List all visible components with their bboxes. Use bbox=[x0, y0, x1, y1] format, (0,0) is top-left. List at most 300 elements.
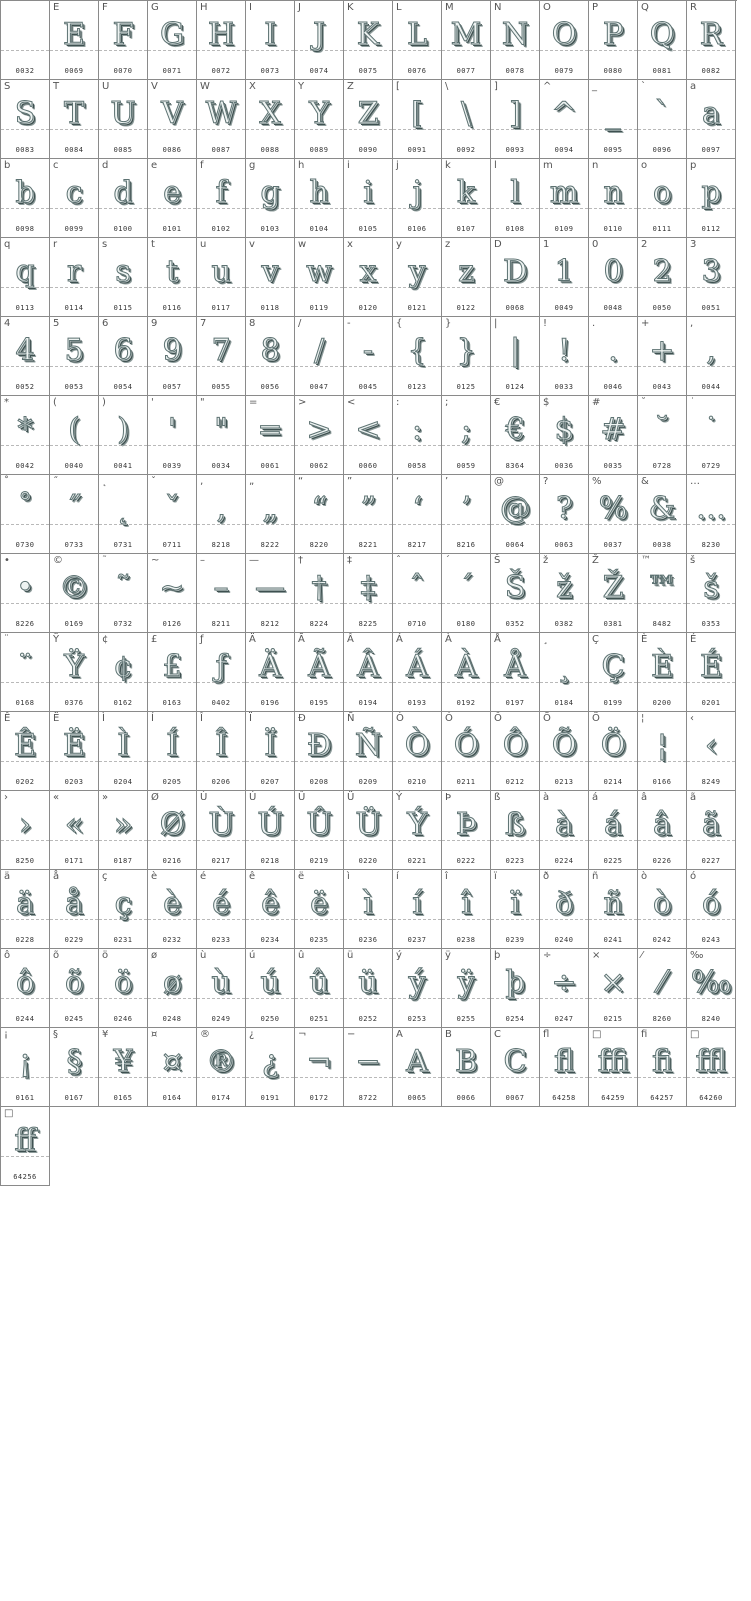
glyph-sample: Ú bbox=[257, 807, 283, 842]
glyph-cell bbox=[197, 633, 246, 712]
glyph-sample: ê bbox=[261, 886, 279, 921]
character-label: Í bbox=[151, 713, 154, 724]
character-label: □ bbox=[690, 1029, 700, 1040]
glyph-sample: í bbox=[412, 886, 422, 921]
glyph-cell bbox=[295, 554, 344, 633]
character-code: 0192 bbox=[456, 699, 476, 707]
character-code: 8250 bbox=[15, 857, 35, 865]
character-label: ¨ bbox=[4, 634, 9, 645]
glyph-cell bbox=[148, 80, 197, 159]
glyph-sample: S bbox=[14, 96, 36, 131]
character-label: ô bbox=[4, 950, 11, 961]
glyph-sample: ¢ bbox=[113, 649, 133, 684]
glyph-cell bbox=[393, 949, 442, 1028]
character-label: ! bbox=[543, 318, 548, 329]
character-code: 0248 bbox=[162, 1015, 182, 1023]
character-code: 0119 bbox=[309, 304, 329, 312]
glyph-cell bbox=[687, 1, 736, 80]
character-code: 0056 bbox=[260, 383, 280, 391]
glyph-sample: ~ bbox=[159, 570, 185, 605]
glyph-sample: î bbox=[461, 886, 471, 921]
glyph-cell bbox=[638, 870, 687, 949]
character-label: | bbox=[494, 318, 498, 329]
character-label: ñ bbox=[592, 871, 599, 882]
glyph-sample: , bbox=[706, 333, 716, 368]
character-label: ‘ bbox=[396, 476, 400, 487]
glyph-sample: W bbox=[205, 96, 237, 131]
character-code: 8211 bbox=[211, 620, 231, 628]
glyph-cell bbox=[589, 633, 638, 712]
character-label: Š bbox=[494, 555, 501, 566]
character-code: 0095 bbox=[603, 146, 623, 154]
glyph-cell bbox=[687, 238, 736, 317]
character-code: 0126 bbox=[162, 620, 182, 628]
glyph-sample: n bbox=[603, 175, 623, 210]
glyph-cell bbox=[491, 870, 540, 949]
glyph-cell bbox=[491, 949, 540, 1028]
glyph-sample: g bbox=[260, 175, 280, 210]
character-code: 0194 bbox=[358, 699, 378, 707]
glyph-cell bbox=[540, 80, 589, 159]
character-code: 0057 bbox=[162, 383, 182, 391]
character-label: ˚ bbox=[4, 476, 9, 487]
character-code: 0108 bbox=[505, 225, 525, 233]
glyph-cell bbox=[442, 633, 491, 712]
glyph-sample: A bbox=[406, 1044, 428, 1079]
character-code: 0209 bbox=[358, 778, 378, 786]
glyph-sample: ÷ bbox=[551, 965, 577, 1000]
character-code: 0121 bbox=[407, 304, 427, 312]
character-label: 5 bbox=[53, 318, 60, 329]
glyph-cell bbox=[540, 159, 589, 238]
glyph-sample: a bbox=[702, 96, 720, 131]
glyph-cell bbox=[1, 475, 50, 554]
character-code: 0083 bbox=[15, 146, 35, 154]
glyph-sample: è bbox=[163, 886, 181, 921]
glyph-sample: D bbox=[502, 254, 528, 289]
glyph-sample: J bbox=[312, 17, 326, 52]
character-code: 0070 bbox=[113, 67, 133, 75]
glyph-cell bbox=[687, 712, 736, 791]
glyph-cell bbox=[638, 949, 687, 1028]
glyph-sample: » bbox=[113, 807, 133, 842]
glyph-sample: Á bbox=[406, 649, 428, 684]
glyph-cell bbox=[197, 159, 246, 238]
glyph-cell bbox=[491, 238, 540, 317]
character-label: { bbox=[396, 318, 403, 329]
glyph-cell bbox=[344, 870, 393, 949]
glyph-sample: å bbox=[65, 886, 83, 921]
character-code: 0106 bbox=[407, 225, 427, 233]
character-label: ˙ bbox=[690, 397, 695, 408]
character-label: 8 bbox=[249, 318, 256, 329]
glyph-sample: ¨ bbox=[17, 649, 33, 684]
glyph-sample: ƒ bbox=[215, 649, 227, 684]
glyph-sample: h bbox=[309, 175, 329, 210]
glyph-cell bbox=[148, 475, 197, 554]
character-code: 8222 bbox=[260, 541, 280, 549]
glyph-sample: 8 bbox=[260, 333, 280, 368]
glyph-sample: Ï bbox=[264, 728, 276, 763]
character-code: 0048 bbox=[603, 304, 623, 312]
character-label: o bbox=[641, 160, 648, 171]
character-label: • bbox=[4, 555, 10, 566]
character-code: 0046 bbox=[603, 383, 623, 391]
character-code: 64260 bbox=[699, 1094, 723, 1102]
glyph-sample: ¿ bbox=[261, 1044, 279, 1079]
character-label: i bbox=[347, 160, 350, 171]
glyph-sample: E bbox=[63, 17, 85, 52]
glyph-sample: é bbox=[212, 886, 230, 921]
glyph-cell bbox=[295, 238, 344, 317]
character-label: Õ bbox=[543, 713, 551, 724]
glyph-sample: Ð bbox=[306, 728, 332, 763]
character-label: [ bbox=[396, 81, 400, 92]
glyph-cell bbox=[1, 238, 50, 317]
character-code: 0053 bbox=[64, 383, 84, 391]
glyph-cell bbox=[540, 1028, 589, 1107]
character-code: 0093 bbox=[505, 146, 525, 154]
character-label: … bbox=[690, 476, 700, 487]
character-code: 0045 bbox=[358, 383, 378, 391]
glyph-cell bbox=[246, 396, 295, 475]
character-label: Ð bbox=[298, 713, 306, 724]
glyph-cell bbox=[491, 317, 540, 396]
character-label: 4 bbox=[4, 318, 11, 329]
glyph-cell bbox=[295, 791, 344, 870]
character-code: 0114 bbox=[64, 304, 84, 312]
character-code: 0229 bbox=[64, 936, 84, 944]
glyph-cell bbox=[638, 80, 687, 159]
glyph-cell bbox=[344, 238, 393, 317]
character-label: Å bbox=[494, 634, 501, 645]
glyph-sample: N bbox=[501, 17, 529, 52]
glyph-sample: Z bbox=[357, 96, 379, 131]
glyph-cell bbox=[295, 1, 344, 80]
glyph-cell bbox=[442, 1, 491, 80]
glyph-cell bbox=[148, 949, 197, 1028]
glyph-cell bbox=[148, 1028, 197, 1107]
glyph-cell bbox=[1, 870, 50, 949]
character-code: 8218 bbox=[211, 541, 231, 549]
character-label: C bbox=[494, 1029, 501, 1040]
glyph-cell bbox=[344, 1, 393, 80]
character-label: ⁄ bbox=[641, 950, 643, 961]
glyph-sample: Þ bbox=[455, 807, 477, 842]
glyph-cell bbox=[50, 554, 99, 633]
character-label: F bbox=[102, 2, 108, 13]
glyph-sample: Õ bbox=[551, 728, 577, 763]
character-label: Ç bbox=[592, 634, 599, 645]
glyph-cell bbox=[197, 1028, 246, 1107]
character-label: ˘ bbox=[641, 397, 646, 408]
glyph-cell bbox=[50, 712, 99, 791]
character-label: ¡ bbox=[4, 1029, 9, 1040]
glyph-cell bbox=[1, 159, 50, 238]
character-code: 0199 bbox=[603, 699, 623, 707]
character-code: 0172 bbox=[309, 1094, 329, 1102]
character-label: U bbox=[102, 81, 110, 92]
glyph-cell bbox=[344, 791, 393, 870]
character-code: 64259 bbox=[601, 1094, 625, 1102]
glyph-cell bbox=[393, 712, 442, 791]
character-code: 0204 bbox=[113, 778, 133, 786]
glyph-cell bbox=[148, 396, 197, 475]
glyph-sample: ´ bbox=[458, 570, 474, 605]
character-label: f bbox=[200, 160, 204, 171]
glyph-cell bbox=[197, 238, 246, 317]
character-label: b bbox=[4, 160, 11, 171]
character-code: 8224 bbox=[309, 620, 329, 628]
character-label: R bbox=[690, 2, 697, 13]
character-code: 0232 bbox=[162, 936, 182, 944]
glyph-cell bbox=[687, 396, 736, 475]
character-code: 0079 bbox=[554, 67, 574, 75]
character-code: 0068 bbox=[505, 304, 525, 312]
character-code: 0075 bbox=[358, 67, 378, 75]
glyph-sample: š bbox=[703, 570, 719, 605]
glyph-sample: ™ bbox=[647, 570, 677, 605]
character-code: 0732 bbox=[113, 620, 133, 628]
glyph-cell bbox=[491, 80, 540, 159]
character-label: € bbox=[494, 397, 501, 408]
glyph-sample: Å bbox=[504, 649, 526, 684]
character-label: j bbox=[396, 160, 399, 171]
glyph-sample: ù bbox=[211, 965, 231, 1000]
glyph-sample: M bbox=[450, 17, 482, 52]
character-code: 0243 bbox=[701, 936, 721, 944]
character-code: 0034 bbox=[211, 462, 231, 470]
character-code: 0208 bbox=[309, 778, 329, 786]
glyph-cell bbox=[246, 949, 295, 1028]
glyph-sample: × bbox=[600, 965, 626, 1000]
character-label: „ bbox=[249, 476, 255, 487]
glyph-sample: X bbox=[259, 96, 281, 131]
character-code: 0246 bbox=[113, 1015, 133, 1023]
character-label: — bbox=[249, 555, 259, 566]
glyph-cell bbox=[638, 554, 687, 633]
character-label: ‚ bbox=[200, 476, 204, 487]
glyph-cell bbox=[1, 554, 50, 633]
glyph-cell bbox=[344, 1028, 393, 1107]
glyph-sample: ( bbox=[68, 412, 80, 447]
glyph-cell bbox=[295, 159, 344, 238]
character-code: 0221 bbox=[407, 857, 427, 865]
character-label: X bbox=[249, 81, 256, 92]
glyph-sample: ò bbox=[652, 886, 672, 921]
character-label: ã bbox=[690, 792, 697, 803]
glyph-cell bbox=[246, 80, 295, 159]
character-label: N bbox=[494, 2, 502, 13]
character-label: ƒ bbox=[200, 634, 204, 645]
glyph-sample: c bbox=[65, 175, 83, 210]
character-code: 0376 bbox=[64, 699, 84, 707]
character-label: ( bbox=[53, 397, 57, 408]
character-code: 0076 bbox=[407, 67, 427, 75]
glyph-sample: d bbox=[113, 175, 133, 210]
glyph-cell bbox=[197, 475, 246, 554]
character-label: ¦ bbox=[641, 713, 645, 724]
character-code: 0109 bbox=[554, 225, 574, 233]
glyph-cell bbox=[638, 633, 687, 712]
glyph-sample: Û bbox=[306, 807, 332, 842]
character-code: 0220 bbox=[358, 857, 378, 865]
glyph-sample: ﬀ bbox=[14, 1123, 36, 1158]
character-code: 0117 bbox=[211, 304, 231, 312]
glyph-cell bbox=[246, 712, 295, 791]
character-code: 0241 bbox=[603, 936, 623, 944]
glyph-sample bbox=[1, 15, 49, 55]
character-label: ë bbox=[298, 871, 305, 882]
glyph-cell bbox=[344, 80, 393, 159]
character-label: – bbox=[200, 555, 205, 566]
glyph-sample: / bbox=[313, 333, 325, 368]
glyph-cell bbox=[491, 1, 540, 80]
character-code: 8226 bbox=[15, 620, 35, 628]
glyph-cell bbox=[295, 80, 344, 159]
glyph-cell bbox=[540, 396, 589, 475]
character-label: 1 bbox=[543, 239, 550, 250]
character-label: ç bbox=[102, 871, 108, 882]
character-label: Z bbox=[347, 81, 354, 92]
character-label: \ bbox=[445, 81, 449, 92]
character-code: 0381 bbox=[603, 620, 623, 628]
character-label: £ bbox=[151, 634, 158, 645]
character-code: 0169 bbox=[64, 620, 84, 628]
glyph-sample: Ì bbox=[117, 728, 129, 763]
glyph-sample: õ bbox=[64, 965, 84, 1000]
character-code: 64258 bbox=[552, 1094, 576, 1102]
character-code: 8260 bbox=[652, 1015, 672, 1023]
character-label: d bbox=[102, 160, 109, 171]
character-label: ú bbox=[249, 950, 256, 961]
character-label: g bbox=[249, 160, 256, 171]
character-label: D bbox=[494, 239, 502, 250]
glyph-cell bbox=[442, 712, 491, 791]
glyph-cell bbox=[687, 633, 736, 712]
glyph-cell bbox=[295, 396, 344, 475]
glyph-sample: ! bbox=[557, 333, 571, 368]
glyph-cell bbox=[540, 870, 589, 949]
glyph-cell bbox=[295, 712, 344, 791]
character-code: 0191 bbox=[260, 1094, 280, 1102]
glyph-sample: \ bbox=[460, 96, 472, 131]
glyph-sample: f bbox=[215, 175, 227, 210]
glyph-sample: Â bbox=[357, 649, 379, 684]
glyph-cell bbox=[1, 396, 50, 475]
character-code: 0065 bbox=[407, 1094, 427, 1102]
glyph-sample: ï bbox=[510, 886, 520, 921]
character-code: 0222 bbox=[456, 857, 476, 865]
glyph-cell bbox=[246, 1, 295, 80]
glyph-sample: ä bbox=[16, 886, 34, 921]
character-code: 0729 bbox=[701, 462, 721, 470]
glyph-sample: ç bbox=[114, 886, 132, 921]
glyph-cell bbox=[344, 633, 393, 712]
character-code: 0234 bbox=[260, 936, 280, 944]
glyph-sample: Í bbox=[166, 728, 178, 763]
character-code: 0118 bbox=[260, 304, 280, 312]
glyph-cell bbox=[246, 475, 295, 554]
glyph-cell bbox=[295, 949, 344, 1028]
glyph-sample: o bbox=[652, 175, 672, 210]
glyph-sample: 9 bbox=[162, 333, 182, 368]
character-label: ý bbox=[396, 950, 402, 961]
character-code: 8221 bbox=[358, 541, 378, 549]
character-label: õ bbox=[53, 950, 60, 961]
character-label: Ê bbox=[4, 713, 11, 724]
glyph-cell bbox=[442, 949, 491, 1028]
glyph-sample: ‘ bbox=[412, 491, 422, 526]
character-label: ¢ bbox=[102, 634, 109, 645]
character-code: 0096 bbox=[652, 146, 672, 154]
character-code: 0247 bbox=[554, 1015, 574, 1023]
glyph-sample: ë bbox=[310, 886, 328, 921]
glyph-sample: ô bbox=[15, 965, 35, 1000]
character-code: 0037 bbox=[603, 541, 623, 549]
glyph-cell bbox=[50, 633, 99, 712]
glyph-sample: i bbox=[363, 175, 373, 210]
character-code: 0225 bbox=[603, 857, 623, 865]
character-code: 0074 bbox=[309, 67, 329, 75]
glyph-sample: ø bbox=[162, 965, 182, 1000]
character-label: } bbox=[445, 318, 452, 329]
character-label: , bbox=[690, 318, 694, 329]
character-code: 0097 bbox=[701, 146, 721, 154]
character-code: 0180 bbox=[456, 620, 476, 628]
glyph-cell bbox=[638, 791, 687, 870]
character-label: ø bbox=[151, 950, 158, 961]
glyph-cell bbox=[344, 159, 393, 238]
character-code: 0171 bbox=[64, 857, 84, 865]
character-label: ^ bbox=[543, 81, 552, 92]
character-label: ¥ bbox=[102, 1029, 109, 1040]
glyph-sample: È bbox=[651, 649, 673, 684]
character-label: Ñ bbox=[347, 713, 355, 724]
character-code: 0242 bbox=[652, 936, 672, 944]
glyph-cell bbox=[393, 1028, 442, 1107]
glyph-cell bbox=[687, 475, 736, 554]
glyph-sample: @ bbox=[500, 491, 530, 526]
glyph-sample: T bbox=[63, 96, 84, 131]
character-code: 0218 bbox=[260, 857, 280, 865]
glyph-sample: ’ bbox=[461, 491, 471, 526]
glyph-cell bbox=[99, 949, 148, 1028]
glyph-cell bbox=[1, 791, 50, 870]
glyph-cell bbox=[540, 554, 589, 633]
character-code: 8220 bbox=[309, 541, 329, 549]
glyph-cell bbox=[246, 159, 295, 238]
character-code: 0174 bbox=[211, 1094, 231, 1102]
glyph-cell bbox=[540, 1, 589, 80]
character-label: m bbox=[543, 160, 553, 171]
character-label: ¸ bbox=[543, 634, 548, 645]
glyph-sample: 1 bbox=[554, 254, 574, 289]
glyph-sample: ˙ bbox=[703, 412, 719, 447]
glyph-sample: â bbox=[653, 807, 671, 842]
character-label: ' bbox=[151, 397, 154, 408]
glyph-cell bbox=[1, 80, 50, 159]
glyph-sample: u bbox=[211, 254, 231, 289]
glyph-cell bbox=[393, 317, 442, 396]
character-label: ; bbox=[445, 397, 449, 408]
character-label: å bbox=[53, 871, 60, 882]
character-label: ® bbox=[200, 1029, 210, 1040]
glyph-cell bbox=[50, 1, 99, 80]
character-code: 0733 bbox=[64, 541, 84, 549]
character-code: 0125 bbox=[456, 383, 476, 391]
character-code: 0200 bbox=[652, 699, 672, 707]
